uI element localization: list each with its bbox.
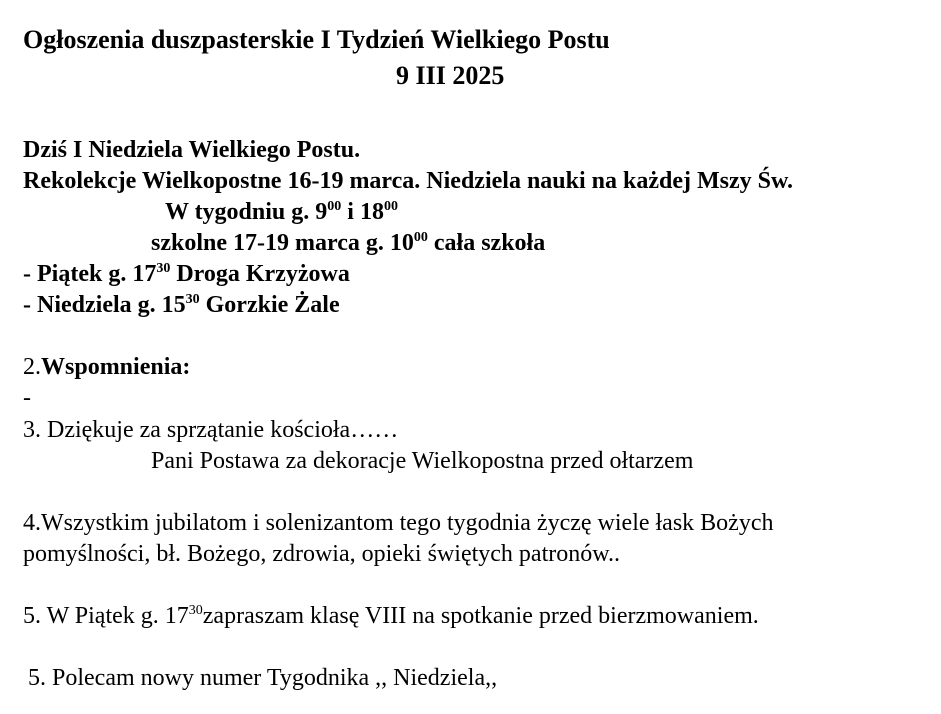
friday-way-of-cross: - Piątek g. $17^{30}$ Droga Krzyżowa: [23, 261, 350, 287]
thanks-decoration: Pani Postawa za dekoracje Wielkopostna przed ołtarzem: [151, 448, 694, 474]
thanks-cleaning: 3. Dziękuje za sprzątanie kościoła……: [23, 417, 399, 443]
document-date: 9 III 2025: [396, 61, 505, 90]
memorials-heading: 2.Wspomnienia:: [23, 354, 191, 380]
retreat-school-times: szkolne 17-19 marca g. $10^{00}$ cała szkoła: [151, 230, 546, 256]
retreat-line: Rekolekcje Wielkopostne 16-19 marca. Niedziela nauki na każdej Mszy Św.: [23, 168, 793, 194]
document-title: Ogłoszenia duszpasterskie I Tydzień Wielkiego Postu: [23, 25, 610, 54]
confirmation-meeting: 5. W Piątek g. $17^{30}zapraszam$ klasę VIII na spotkanie przed bierzmowaniem.: [23, 603, 759, 629]
memorials-dash: -: [23, 385, 31, 411]
magazine-recommendation: 5. Polecam nowy numer Tygodnika ,, Niedziela,,: [28, 665, 498, 691]
wishes-line-2: pomyślności, bł. Bożego, zdrowia, opieki świętych patronów..: [23, 541, 620, 567]
retreat-weekday-times: W tygodniu g. $9^{00}$ i $18^{00}$: [165, 199, 398, 225]
sunday-gorzkie-zale: - Niedziela g. $15^{30}$ Gorzkie Żale: [23, 292, 340, 318]
sunday-intro: Dziś I Niedziela Wielkiego Postu.: [23, 137, 361, 163]
wishes-line-1: 4.Wszystkim jubilatom i solenizantom tego tygodnia życzę wiele łask Bożych: [23, 510, 774, 536]
